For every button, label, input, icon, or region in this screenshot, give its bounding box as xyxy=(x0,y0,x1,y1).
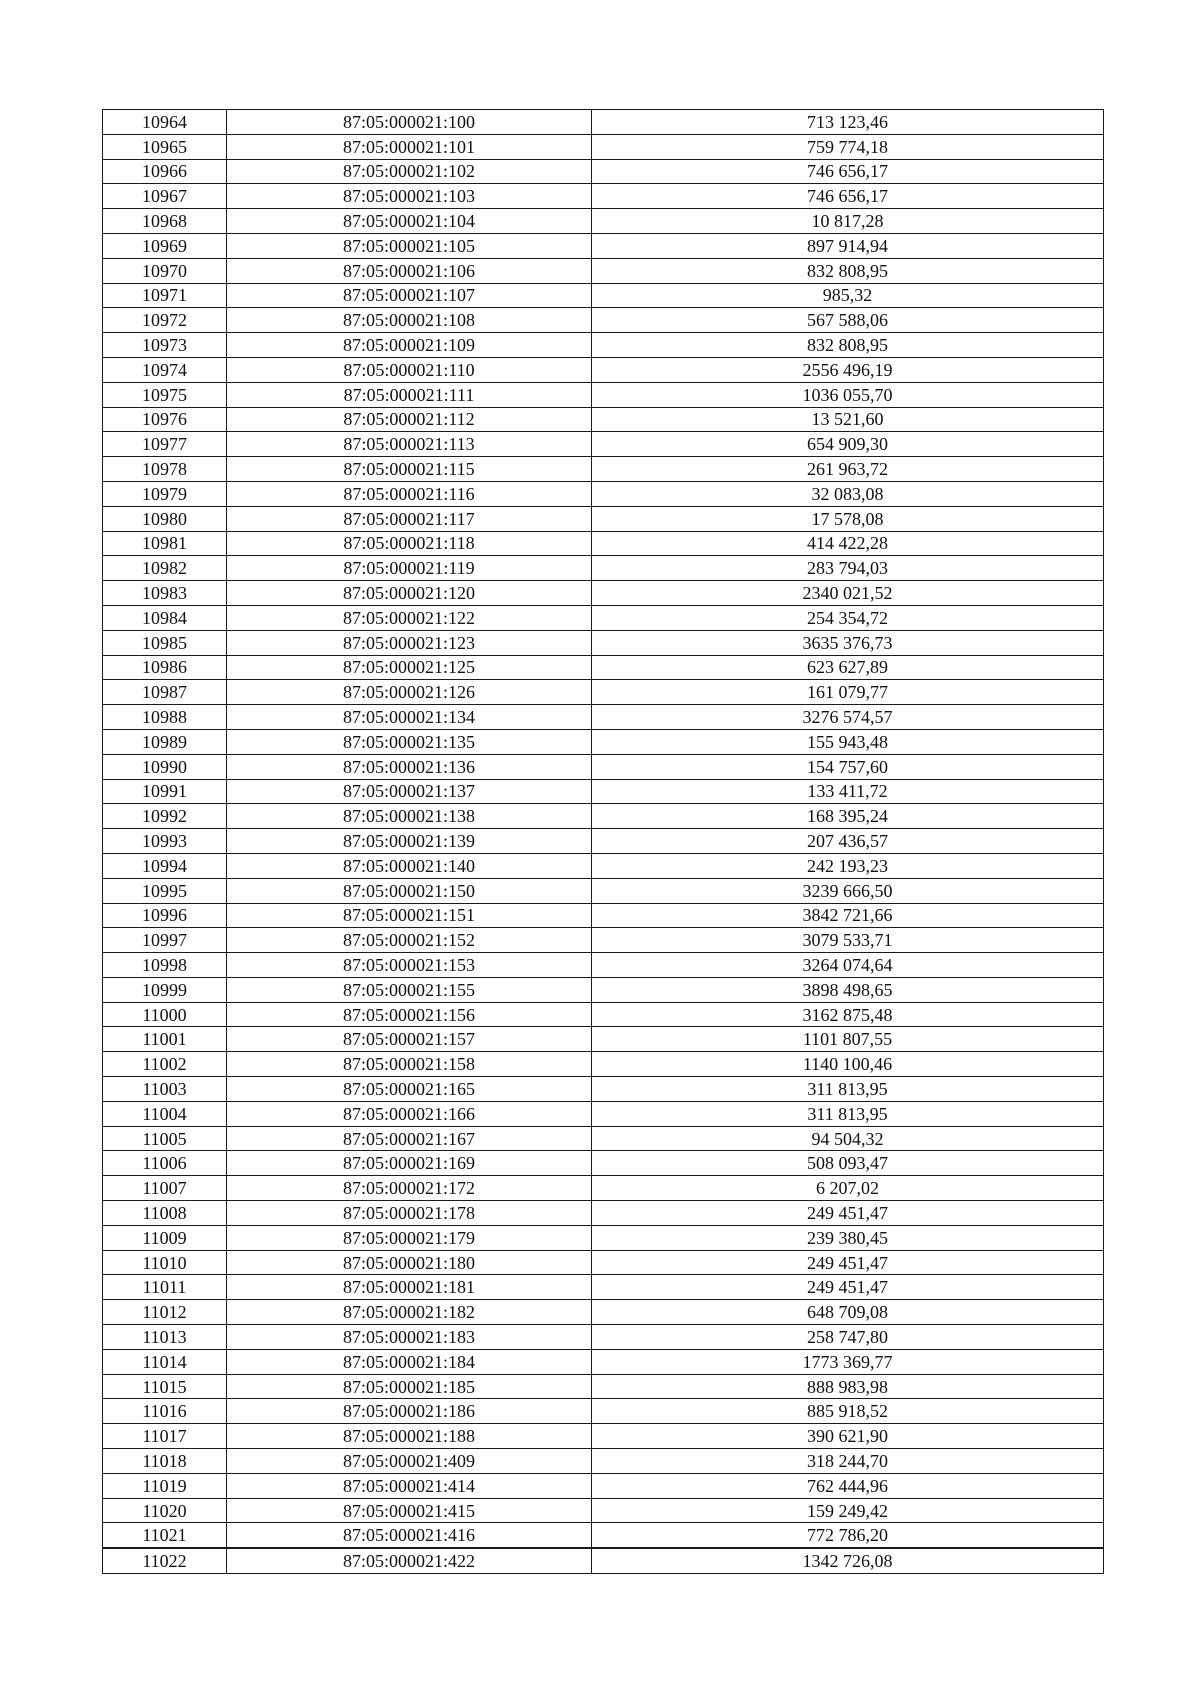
table-row xyxy=(103,184,1104,209)
cadastral-number-cell: 87:05:000021:158 xyxy=(227,1052,592,1077)
row-number-cell: 11003 xyxy=(103,1077,227,1102)
cadastral-number-cell: 87:05:000021:186 xyxy=(227,1399,592,1424)
row-number-cell: 10981 xyxy=(103,531,227,556)
cadastral-value-cell: 318 244,70 xyxy=(592,1449,1104,1474)
cadastral-number-cell: 87:05:000021:139 xyxy=(227,829,592,854)
cadastral-number-cell: 87:05:000021:120 xyxy=(227,581,592,606)
cadastral-number-cell: 87:05:000021:113 xyxy=(227,432,592,457)
row-number-cell: 11006 xyxy=(103,1151,227,1176)
row-number-cell: 11018 xyxy=(103,1449,227,1474)
row-number-cell: 10992 xyxy=(103,804,227,829)
table-row xyxy=(103,1077,1104,1102)
cadastral-number-cell: 87:05:000021:169 xyxy=(227,1151,592,1176)
cadastral-number-cell: 87:05:000021:109 xyxy=(227,333,592,358)
row-number-cell: 10966 xyxy=(103,159,227,184)
table-row xyxy=(103,630,1104,655)
row-number-cell: 10965 xyxy=(103,134,227,159)
row-number-cell: 10970 xyxy=(103,258,227,283)
cadastral-number-cell: 87:05:000021:180 xyxy=(227,1250,592,1275)
table-row xyxy=(103,233,1104,258)
table-row xyxy=(103,258,1104,283)
row-number-cell: 11002 xyxy=(103,1052,227,1077)
cadastral-value-cell: 2340 021,52 xyxy=(592,581,1104,606)
table-row xyxy=(103,1275,1104,1300)
row-number-cell: 10990 xyxy=(103,754,227,779)
cadastral-number-cell: 87:05:000021:112 xyxy=(227,407,592,432)
row-number-cell: 11015 xyxy=(103,1374,227,1399)
table-row xyxy=(103,531,1104,556)
row-number-cell: 10991 xyxy=(103,779,227,804)
row-number-cell: 10985 xyxy=(103,630,227,655)
cadastral-number-cell: 87:05:000021:137 xyxy=(227,779,592,804)
table-row xyxy=(103,1126,1104,1151)
cadastral-value-cell: 254 354,72 xyxy=(592,605,1104,630)
cadastral-value-cell: 133 411,72 xyxy=(592,779,1104,804)
row-number-cell: 10989 xyxy=(103,729,227,754)
row-number-cell: 11005 xyxy=(103,1126,227,1151)
table-row xyxy=(103,382,1104,407)
row-number-cell: 11007 xyxy=(103,1176,227,1201)
cadastral-value-cell: 168 395,24 xyxy=(592,804,1104,829)
row-number-cell: 10986 xyxy=(103,655,227,680)
row-number-cell: 11010 xyxy=(103,1250,227,1275)
table-row xyxy=(103,1424,1104,1449)
cadastral-value-cell: 623 627,89 xyxy=(592,655,1104,680)
cadastral-value-cell: 390 621,90 xyxy=(592,1424,1104,1449)
table-row xyxy=(103,1498,1104,1523)
cadastral-value-cell: 3842 721,66 xyxy=(592,903,1104,928)
cadastral-number-cell: 87:05:000021:119 xyxy=(227,556,592,581)
row-number-cell: 11001 xyxy=(103,1027,227,1052)
row-number-cell: 10997 xyxy=(103,928,227,953)
row-number-cell: 10967 xyxy=(103,184,227,209)
cadastral-number-cell: 87:05:000021:103 xyxy=(227,184,592,209)
cadastral-number-cell: 87:05:000021:188 xyxy=(227,1424,592,1449)
cadastral-number-cell: 87:05:000021:102 xyxy=(227,159,592,184)
cadastral-number-cell: 87:05:000021:181 xyxy=(227,1275,592,1300)
cadastral-number-cell: 87:05:000021:415 xyxy=(227,1498,592,1523)
cadastral-value-cell: 311 813,95 xyxy=(592,1101,1104,1126)
cadastral-number-cell: 87:05:000021:166 xyxy=(227,1101,592,1126)
row-number-cell: 10995 xyxy=(103,878,227,903)
row-number-cell: 10978 xyxy=(103,457,227,482)
row-number-cell: 10999 xyxy=(103,977,227,1002)
row-number-cell: 11014 xyxy=(103,1349,227,1374)
cadastral-number-cell: 87:05:000021:165 xyxy=(227,1077,592,1102)
row-number-cell: 10987 xyxy=(103,680,227,705)
row-number-cell: 11009 xyxy=(103,1225,227,1250)
row-number-cell: 10983 xyxy=(103,581,227,606)
cadastral-value-cell: 3898 498,65 xyxy=(592,977,1104,1002)
row-number-cell: 10973 xyxy=(103,333,227,358)
cadastral-value-cell: 1342 726,08 xyxy=(592,1548,1104,1573)
table-row xyxy=(103,853,1104,878)
table-row xyxy=(103,1250,1104,1275)
row-number-cell: 11022 xyxy=(103,1548,227,1573)
table-row xyxy=(103,977,1104,1002)
cadastral-number-cell: 87:05:000021:153 xyxy=(227,953,592,978)
table-row xyxy=(103,457,1104,482)
cadastral-value-cell: 283 794,03 xyxy=(592,556,1104,581)
table-row xyxy=(103,1349,1104,1374)
table-row xyxy=(103,1473,1104,1498)
cadastral-number-cell: 87:05:000021:409 xyxy=(227,1449,592,1474)
cadastral-number-cell: 87:05:000021:140 xyxy=(227,853,592,878)
table-row xyxy=(103,581,1104,606)
cadastral-value-cell: 3162 875,48 xyxy=(592,1002,1104,1027)
table-row xyxy=(103,1002,1104,1027)
table-row xyxy=(103,308,1104,333)
table-row xyxy=(103,506,1104,531)
cadastral-value-cell: 161 079,77 xyxy=(592,680,1104,705)
table-row xyxy=(103,1374,1104,1399)
table-row xyxy=(103,357,1104,382)
cadastral-number-cell: 87:05:000021:151 xyxy=(227,903,592,928)
table-row xyxy=(103,928,1104,953)
cadastral-number-cell: 87:05:000021:182 xyxy=(227,1300,592,1325)
table-row xyxy=(103,1449,1104,1474)
cadastral-value-cell: 159 249,42 xyxy=(592,1498,1104,1523)
cadastral-value-cell: 311 813,95 xyxy=(592,1077,1104,1102)
cadastral-number-cell: 87:05:000021:414 xyxy=(227,1473,592,1498)
cadastral-number-cell: 87:05:000021:138 xyxy=(227,804,592,829)
table-row xyxy=(103,432,1104,457)
cadastral-value-cell: 832 808,95 xyxy=(592,333,1104,358)
cadastral-value-cell: 654 909,30 xyxy=(592,432,1104,457)
cadastral-value-cell: 414 422,28 xyxy=(592,531,1104,556)
cadastral-value-cell: 10 817,28 xyxy=(592,209,1104,234)
table-row xyxy=(103,1300,1104,1325)
table-row xyxy=(103,754,1104,779)
row-number-cell: 10977 xyxy=(103,432,227,457)
cadastral-number-cell: 87:05:000021:116 xyxy=(227,481,592,506)
cadastral-value-cell: 746 656,17 xyxy=(592,159,1104,184)
table-row xyxy=(103,110,1104,135)
row-number-cell: 10996 xyxy=(103,903,227,928)
table-row xyxy=(103,1176,1104,1201)
cadastral-number-cell: 87:05:000021:134 xyxy=(227,705,592,730)
table-row xyxy=(103,1101,1104,1126)
cadastral-value-cell: 746 656,17 xyxy=(592,184,1104,209)
cadastral-value-cell: 258 747,80 xyxy=(592,1325,1104,1350)
cadastral-number-cell: 87:05:000021:416 xyxy=(227,1523,592,1548)
row-number-cell: 10980 xyxy=(103,506,227,531)
table-row xyxy=(103,159,1104,184)
cadastral-value-cell: 6 207,02 xyxy=(592,1176,1104,1201)
row-number-cell: 10982 xyxy=(103,556,227,581)
cadastral-value-cell: 3239 666,50 xyxy=(592,878,1104,903)
cadastral-value-cell: 567 588,06 xyxy=(592,308,1104,333)
cadastral-value-cell: 3276 574,57 xyxy=(592,705,1104,730)
table-row xyxy=(103,655,1104,680)
cadastral-value-cell: 1773 369,77 xyxy=(592,1349,1104,1374)
cadastral-number-cell: 87:05:000021:422 xyxy=(227,1548,592,1573)
row-number-cell: 10964 xyxy=(103,110,227,135)
cadastral-value-cell: 239 380,45 xyxy=(592,1225,1104,1250)
cadastral-value-cell: 713 123,46 xyxy=(592,110,1104,135)
cadastral-number-cell: 87:05:000021:110 xyxy=(227,357,592,382)
table-row xyxy=(103,1027,1104,1052)
row-number-cell: 10968 xyxy=(103,209,227,234)
cadastral-value-cell: 3264 074,64 xyxy=(592,953,1104,978)
cadastral-value-cell: 772 786,20 xyxy=(592,1523,1104,1548)
cadastral-number-cell: 87:05:000021:108 xyxy=(227,308,592,333)
table-row xyxy=(103,1399,1104,1424)
table-row xyxy=(103,829,1104,854)
cadastral-number-cell: 87:05:000021:179 xyxy=(227,1225,592,1250)
cadastral-number-cell: 87:05:000021:118 xyxy=(227,531,592,556)
row-number-cell: 10993 xyxy=(103,829,227,854)
cadastral-number-cell: 87:05:000021:150 xyxy=(227,878,592,903)
cadastral-number-cell: 87:05:000021:185 xyxy=(227,1374,592,1399)
table-row xyxy=(103,804,1104,829)
table-row xyxy=(103,481,1104,506)
cadastral-number-cell: 87:05:000021:136 xyxy=(227,754,592,779)
table-row xyxy=(103,878,1104,903)
cadastral-value-cell: 2556 496,19 xyxy=(592,357,1104,382)
cadastral-value-cell: 207 436,57 xyxy=(592,829,1104,854)
cadastral-value-cell: 897 914,94 xyxy=(592,233,1104,258)
table-row xyxy=(103,1052,1104,1077)
cadastral-number-cell: 87:05:000021:100 xyxy=(227,110,592,135)
cadastral-number-cell: 87:05:000021:105 xyxy=(227,233,592,258)
table-row xyxy=(103,680,1104,705)
table-body xyxy=(103,110,1104,1574)
table-row xyxy=(103,1225,1104,1250)
cadastral-number-cell: 87:05:000021:178 xyxy=(227,1201,592,1226)
cadastral-value-cell: 759 774,18 xyxy=(592,134,1104,159)
cadastral-number-cell: 87:05:000021:135 xyxy=(227,729,592,754)
cadastral-number-cell: 87:05:000021:115 xyxy=(227,457,592,482)
row-number-cell: 11012 xyxy=(103,1300,227,1325)
cadastral-value-cell: 249 451,47 xyxy=(592,1201,1104,1226)
cadastral-value-cell: 508 093,47 xyxy=(592,1151,1104,1176)
table-row xyxy=(103,1548,1104,1573)
row-number-cell: 10988 xyxy=(103,705,227,730)
cadastral-value-cell: 32 083,08 xyxy=(592,481,1104,506)
cadastral-number-cell: 87:05:000021:183 xyxy=(227,1325,592,1350)
cadastral-number-cell: 87:05:000021:111 xyxy=(227,382,592,407)
row-number-cell: 10971 xyxy=(103,283,227,308)
table-row xyxy=(103,1325,1104,1350)
row-number-cell: 10994 xyxy=(103,853,227,878)
cadastral-value-cell: 888 983,98 xyxy=(592,1374,1104,1399)
cadastral-number-cell: 87:05:000021:117 xyxy=(227,506,592,531)
cadastral-value-cell: 249 451,47 xyxy=(592,1275,1104,1300)
cadastral-number-cell: 87:05:000021:104 xyxy=(227,209,592,234)
cadastral-value-table xyxy=(102,109,1104,1574)
cadastral-value-cell: 1140 100,46 xyxy=(592,1052,1104,1077)
row-number-cell: 11020 xyxy=(103,1498,227,1523)
table-row xyxy=(103,705,1104,730)
table-row xyxy=(103,1201,1104,1226)
table-row xyxy=(103,1151,1104,1176)
table-row xyxy=(103,779,1104,804)
row-number-cell: 10984 xyxy=(103,605,227,630)
cadastral-value-cell: 1101 807,55 xyxy=(592,1027,1104,1052)
table-row xyxy=(103,407,1104,432)
cadastral-number-cell: 87:05:000021:167 xyxy=(227,1126,592,1151)
row-number-cell: 10972 xyxy=(103,308,227,333)
cadastral-value-cell: 985,32 xyxy=(592,283,1104,308)
row-number-cell: 11000 xyxy=(103,1002,227,1027)
cadastral-value-cell: 94 504,32 xyxy=(592,1126,1104,1151)
row-number-cell: 10979 xyxy=(103,481,227,506)
row-number-cell: 11017 xyxy=(103,1424,227,1449)
cadastral-number-cell: 87:05:000021:106 xyxy=(227,258,592,283)
cadastral-number-cell: 87:05:000021:107 xyxy=(227,283,592,308)
row-number-cell: 10998 xyxy=(103,953,227,978)
row-number-cell: 10976 xyxy=(103,407,227,432)
cadastral-value-cell: 885 918,52 xyxy=(592,1399,1104,1424)
cadastral-value-cell: 832 808,95 xyxy=(592,258,1104,283)
cadastral-number-cell: 87:05:000021:155 xyxy=(227,977,592,1002)
cadastral-number-cell: 87:05:000021:123 xyxy=(227,630,592,655)
table-row xyxy=(103,209,1104,234)
cadastral-value-cell: 1036 055,70 xyxy=(592,382,1104,407)
cadastral-value-cell: 242 193,23 xyxy=(592,853,1104,878)
row-number-cell: 10969 xyxy=(103,233,227,258)
cadastral-number-cell: 87:05:000021:172 xyxy=(227,1176,592,1201)
cadastral-value-cell: 648 709,08 xyxy=(592,1300,1104,1325)
cadastral-value-cell: 261 963,72 xyxy=(592,457,1104,482)
cadastral-value-cell: 13 521,60 xyxy=(592,407,1104,432)
cadastral-value-cell: 154 757,60 xyxy=(592,754,1104,779)
cadastral-number-cell: 87:05:000021:122 xyxy=(227,605,592,630)
cadastral-value-cell: 3635 376,73 xyxy=(592,630,1104,655)
table-row xyxy=(103,1523,1104,1548)
table-row xyxy=(103,903,1104,928)
row-number-cell: 11008 xyxy=(103,1201,227,1226)
row-number-cell: 10975 xyxy=(103,382,227,407)
row-number-cell: 11004 xyxy=(103,1101,227,1126)
table-row xyxy=(103,556,1104,581)
cadastral-number-cell: 87:05:000021:184 xyxy=(227,1349,592,1374)
cadastral-number-cell: 87:05:000021:101 xyxy=(227,134,592,159)
table-row xyxy=(103,953,1104,978)
row-number-cell: 11016 xyxy=(103,1399,227,1424)
table-row xyxy=(103,134,1104,159)
cadastral-number-cell: 87:05:000021:152 xyxy=(227,928,592,953)
cadastral-number-cell: 87:05:000021:125 xyxy=(227,655,592,680)
row-number-cell: 11021 xyxy=(103,1523,227,1548)
cadastral-value-cell: 155 943,48 xyxy=(592,729,1104,754)
cadastral-number-cell: 87:05:000021:126 xyxy=(227,680,592,705)
cadastral-number-cell: 87:05:000021:156 xyxy=(227,1002,592,1027)
cadastral-number-cell: 87:05:000021:157 xyxy=(227,1027,592,1052)
table-row xyxy=(103,605,1104,630)
cadastral-value-cell: 249 451,47 xyxy=(592,1250,1104,1275)
table-row xyxy=(103,729,1104,754)
cadastral-value-cell: 3079 533,71 xyxy=(592,928,1104,953)
row-number-cell: 10974 xyxy=(103,357,227,382)
row-number-cell: 11019 xyxy=(103,1473,227,1498)
row-number-cell: 11011 xyxy=(103,1275,227,1300)
row-number-cell: 11013 xyxy=(103,1325,227,1350)
cadastral-value-cell: 17 578,08 xyxy=(592,506,1104,531)
cadastral-value-cell: 762 444,96 xyxy=(592,1473,1104,1498)
table-row xyxy=(103,283,1104,308)
table-row xyxy=(103,333,1104,358)
